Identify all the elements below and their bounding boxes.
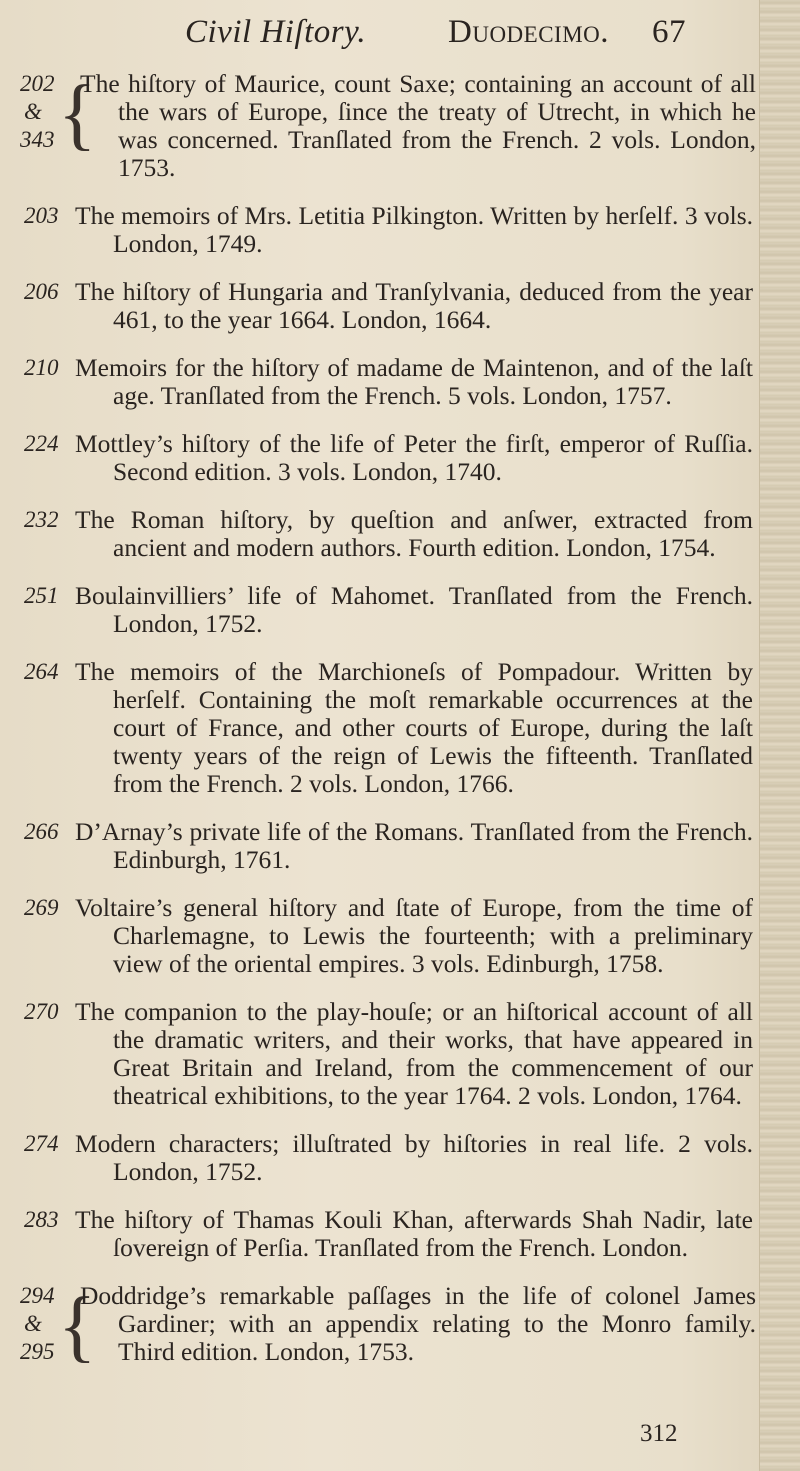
- entry-ampersand: &: [24, 1311, 42, 1336]
- entry-text: The hiſtory of Thamas Kouli Khan, afterwards Shah Nadir, late ſovereign of Perſia. Tranſlated from the French. London.: [75, 1205, 753, 1262]
- brace-mark: {: [58, 70, 97, 158]
- entry-number: 283: [24, 1207, 59, 1232]
- entry-text: The memoirs of Mrs. Letitia Pilkington. Written by herſelf. 3 vols. London, 1749.: [75, 201, 753, 258]
- entry-number: 343: [20, 127, 55, 152]
- entry-number: 202: [20, 71, 55, 96]
- entry-text: The memoirs of the Marchioneſs of Pompadour. Written by herſelf. Containing the moſt remarkable occurrences at the court of France, and other courts of Europe, during the laſt twenty years of the reign of Lewis the fifteenth. Tranſlated from the French. 2 vols. London, 1766.: [75, 657, 753, 798]
- entry-text: D’Arnay’s private life of the Romans. Tranſlated from the French. Edinburgh, 1761.: [75, 817, 753, 874]
- entry-text: Mottley’s hiſtory of the life of Peter the firſt, emperor of Ruſſia. Second edition. 3 vols. London, 1740.: [75, 429, 753, 486]
- entry-number: 224: [24, 431, 59, 456]
- brace-mark: {: [58, 1282, 97, 1370]
- entry-ampersand: &: [24, 99, 42, 124]
- entry-text: The Roman hiſtory, by queſtion and anſwer, extracted from ancient and modern authors. Fourth edition. London, 1754.: [75, 505, 753, 562]
- entry-number-group: [20, 70, 60, 154]
- entry-number: 210: [24, 355, 59, 380]
- entry-text: Modern characters; illuſtrated by hiſtories in real life. 2 vols. London, 1752.: [75, 1129, 753, 1186]
- entry-number-group: [20, 1282, 60, 1366]
- entry-text: Doddridge’s remarkable paſſages in the life of colonel James Gardiner; with an appendix relating to the Monro family. Third edition. London, 1753.: [80, 1281, 756, 1366]
- entry-number: 294: [20, 1283, 55, 1308]
- entry-number: 232: [24, 507, 59, 532]
- entry-number: 264: [24, 659, 59, 684]
- entry-text: Boulainvilliers’ life of Mahomet. Tranſlated from the French. London, 1752.: [75, 581, 753, 638]
- entry-number: 206: [24, 279, 59, 304]
- entry-number: 203: [24, 203, 59, 228]
- header-title: Civil Hiſtory.: [185, 14, 367, 50]
- entry-number: 270: [24, 999, 59, 1024]
- entry-text: Memoirs for the hiſtory of madame de Maintenon, and of the laſt age. Tranſlated from the French. 5 vols. London, 1757.: [75, 353, 753, 410]
- entry-number: 295: [20, 1339, 55, 1364]
- entry-number: 266: [24, 819, 59, 844]
- entry-number: 274: [24, 1131, 59, 1156]
- header-format: Duodecimo.: [448, 14, 610, 50]
- entry-text: The hiſtory of Hungaria and Tranſylvania, deduced from the year 461, to the year 1664. London, 1664.: [75, 277, 753, 334]
- signature-mark: 312: [640, 1420, 678, 1447]
- entry-number: 269: [24, 895, 59, 920]
- page-number: 67: [652, 14, 686, 50]
- entry-text: The companion to the play-houſe; or an hiſtorical account of all the dramatic writers, and their works, that have appeared in Great Britain and Ireland, from the commencement of our theatrical exhibitions, to the year 1764. 2 vols. London, 1764.: [75, 997, 753, 1110]
- entry-number: 251: [24, 583, 59, 608]
- entry-text: The hiſtory of Maurice, count Saxe; containing an account of all the wars of Europe, ſince the treaty of Utrecht, in which he was concerned. Tranſlated from the French. 2 vols. London, 1753.: [80, 69, 756, 182]
- entry-text: Voltaire’s general hiſtory and ſtate of Europe, from the time of Charlemagne, to Lewis the fourteenth; with a preliminary view of the oriental empires. 3 vols. Edinburgh, 1758.: [75, 893, 753, 978]
